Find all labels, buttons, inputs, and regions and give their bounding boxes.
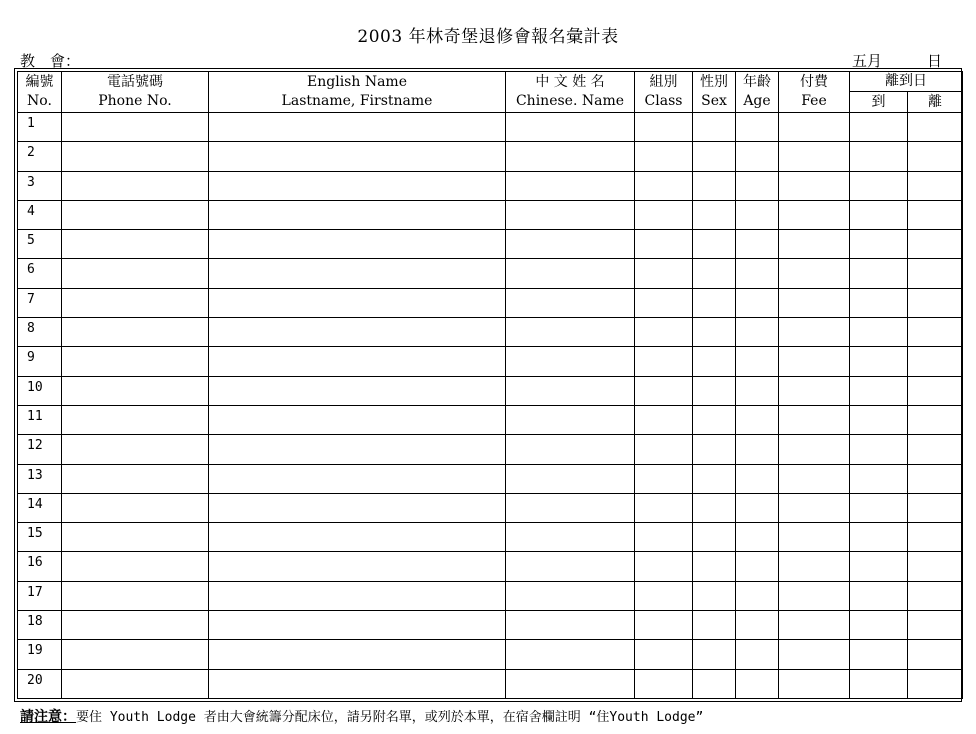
chinese-name-cell[interactable] (506, 552, 635, 581)
table-row (18, 230, 963, 259)
chinese-name-cell[interactable] (506, 318, 635, 347)
fee-cell[interactable] (779, 405, 850, 434)
header-phone-en: Phone No. (98, 93, 172, 109)
fee-cell[interactable] (779, 640, 850, 669)
header-sex (693, 72, 736, 113)
depart-cell[interactable] (908, 405, 963, 434)
table-row (18, 493, 963, 522)
depart-cell[interactable] (908, 171, 963, 200)
class-cell[interactable] (635, 142, 693, 171)
depart-cell[interactable] (908, 493, 963, 522)
fee-cell[interactable] (779, 669, 850, 698)
row-number: 4 (18, 200, 62, 229)
sex-cell[interactable] (693, 669, 736, 698)
english-name-cell[interactable] (209, 171, 506, 200)
header-arrive: 到 (850, 92, 908, 113)
chinese-name-cell[interactable] (506, 669, 635, 698)
arrive-cell[interactable] (850, 640, 908, 669)
table-row (18, 435, 963, 464)
row-number: 9 (18, 347, 62, 376)
arrive-cell[interactable] (850, 347, 908, 376)
header-chinese-name-zh: 中 文 姓 名 (535, 74, 605, 90)
table-row (18, 259, 963, 288)
class-cell[interactable] (635, 405, 693, 434)
row-number: 15 (18, 523, 62, 552)
chinese-name-cell[interactable] (506, 611, 635, 640)
row-number: 8 (18, 318, 62, 347)
depart-cell[interactable] (908, 200, 963, 229)
chinese-name-cell[interactable] (506, 376, 635, 405)
phone-cell[interactable] (62, 230, 209, 259)
phone-cell[interactable] (62, 493, 209, 522)
chinese-name-cell[interactable] (506, 200, 635, 229)
depart-cell[interactable] (908, 376, 963, 405)
header-no (18, 72, 62, 113)
fee-cell[interactable] (779, 288, 850, 317)
arrive-cell[interactable] (850, 318, 908, 347)
age-cell[interactable] (736, 113, 779, 142)
chinese-name-cell[interactable] (506, 493, 635, 522)
header-age-zh: 年齡 (743, 74, 771, 90)
sex-cell[interactable] (693, 405, 736, 434)
depart-cell[interactable] (908, 318, 963, 347)
age-cell[interactable] (736, 581, 779, 610)
table-row (18, 171, 963, 200)
sex-cell[interactable] (693, 552, 736, 581)
chinese-name-cell[interactable] (506, 171, 635, 200)
sex-cell[interactable] (693, 230, 736, 259)
sex-cell[interactable] (693, 493, 736, 522)
header-no-zh: 編號 (25, 74, 54, 90)
class-cell[interactable] (635, 552, 693, 581)
sex-cell[interactable] (693, 347, 736, 376)
age-cell[interactable] (736, 376, 779, 405)
english-name-cell[interactable] (209, 435, 506, 464)
table-row (18, 552, 963, 581)
phone-cell[interactable] (62, 288, 209, 317)
table-row (18, 405, 963, 434)
header-class-zh: 組別 (649, 74, 678, 90)
arrive-cell[interactable] (850, 259, 908, 288)
chinese-name-cell[interactable] (506, 259, 635, 288)
sex-cell[interactable] (693, 113, 736, 142)
arrive-cell[interactable] (850, 552, 908, 581)
arrive-cell[interactable] (850, 669, 908, 698)
row-number: 16 (18, 552, 62, 581)
phone-cell[interactable] (62, 318, 209, 347)
sex-cell[interactable] (693, 611, 736, 640)
header-fee-en: Fee (801, 93, 827, 109)
arrive-cell[interactable] (850, 288, 908, 317)
english-name-cell[interactable] (209, 230, 506, 259)
class-cell[interactable] (635, 171, 693, 200)
header-no-en: No. (27, 93, 52, 109)
phone-cell[interactable] (62, 113, 209, 142)
fee-cell[interactable] (779, 142, 850, 171)
english-name-cell[interactable] (209, 259, 506, 288)
depart-cell[interactable] (908, 464, 963, 493)
header-age (736, 72, 779, 113)
age-cell[interactable] (736, 640, 779, 669)
age-cell[interactable] (736, 435, 779, 464)
fee-cell[interactable] (779, 552, 850, 581)
date-label: 五月 日 (852, 52, 943, 70)
row-number: 13 (18, 464, 62, 493)
depart-cell[interactable] (908, 581, 963, 610)
age-cell[interactable] (736, 288, 779, 317)
sex-cell[interactable] (693, 259, 736, 288)
depart-cell[interactable] (908, 113, 963, 142)
sex-cell[interactable] (693, 318, 736, 347)
english-name-cell[interactable] (209, 523, 506, 552)
class-cell[interactable] (635, 200, 693, 229)
depart-cell[interactable] (908, 669, 963, 698)
english-name-cell[interactable] (209, 113, 506, 142)
depart-cell[interactable] (908, 259, 963, 288)
arrive-cell[interactable] (850, 435, 908, 464)
chinese-name-cell[interactable] (506, 640, 635, 669)
sex-cell[interactable] (693, 288, 736, 317)
header-english-name-title: English Name (307, 74, 407, 90)
table-row (18, 113, 963, 142)
fee-cell[interactable] (779, 376, 850, 405)
class-cell[interactable] (635, 493, 693, 522)
depart-cell[interactable] (908, 611, 963, 640)
sex-cell[interactable] (693, 200, 736, 229)
class-cell[interactable] (635, 435, 693, 464)
class-cell[interactable] (635, 669, 693, 698)
fee-cell[interactable] (779, 347, 850, 376)
arrive-cell[interactable] (850, 113, 908, 142)
arrive-cell[interactable] (850, 581, 908, 610)
class-cell[interactable] (635, 288, 693, 317)
header-fee-zh: 付費 (800, 74, 828, 90)
registration-table (17, 71, 963, 699)
table-row (18, 581, 963, 610)
english-name-cell[interactable] (209, 288, 506, 317)
table-row (18, 611, 963, 640)
chinese-name-cell[interactable] (506, 464, 635, 493)
sex-cell[interactable] (693, 464, 736, 493)
sex-cell[interactable] (693, 581, 736, 610)
chinese-name-cell[interactable] (506, 347, 635, 376)
fee-cell[interactable] (779, 171, 850, 200)
header-dates: 離到日 (850, 72, 963, 92)
chinese-name-cell[interactable] (506, 405, 635, 434)
phone-cell[interactable] (62, 405, 209, 434)
arrive-cell[interactable] (850, 200, 908, 229)
sex-cell[interactable] (693, 171, 736, 200)
english-name-cell[interactable] (209, 200, 506, 229)
arrive-cell[interactable] (850, 142, 908, 171)
age-cell[interactable] (736, 200, 779, 229)
age-cell[interactable] (736, 552, 779, 581)
table-row (18, 523, 963, 552)
table-row (18, 464, 963, 493)
fee-cell[interactable] (779, 200, 850, 229)
row-number: 20 (18, 669, 62, 698)
table-row (18, 288, 963, 317)
footnote-label: 請注意： (20, 709, 76, 725)
fee-cell[interactable] (779, 464, 850, 493)
phone-cell[interactable] (62, 669, 209, 698)
english-name-cell[interactable] (209, 347, 506, 376)
arrive-cell[interactable] (850, 230, 908, 259)
depart-cell[interactable] (908, 435, 963, 464)
arrive-cell[interactable] (850, 171, 908, 200)
header-sex-zh: 性別 (700, 74, 728, 90)
age-cell[interactable] (736, 405, 779, 434)
phone-cell[interactable] (62, 171, 209, 200)
english-name-cell[interactable] (209, 405, 506, 434)
class-cell[interactable] (635, 259, 693, 288)
depart-cell[interactable] (908, 288, 963, 317)
row-number: 6 (18, 259, 62, 288)
chinese-name-cell[interactable] (506, 523, 635, 552)
row-number: 2 (18, 142, 62, 171)
arrive-cell[interactable] (850, 611, 908, 640)
phone-cell[interactable] (62, 200, 209, 229)
chinese-name-cell[interactable] (506, 142, 635, 171)
depart-cell[interactable] (908, 552, 963, 581)
age-cell[interactable] (736, 347, 779, 376)
header-chinese-name-en: Chinese. Name (515, 93, 625, 109)
sex-cell[interactable] (693, 523, 736, 552)
chinese-name-cell[interactable] (506, 581, 635, 610)
class-cell[interactable] (635, 113, 693, 142)
age-cell[interactable] (736, 669, 779, 698)
table-row (18, 318, 963, 347)
depart-cell[interactable] (908, 640, 963, 669)
chinese-name-cell[interactable] (506, 113, 635, 142)
sex-cell[interactable] (693, 376, 736, 405)
phone-cell[interactable] (62, 259, 209, 288)
fee-cell[interactable] (779, 113, 850, 142)
depart-cell[interactable] (908, 230, 963, 259)
english-name-cell[interactable] (209, 318, 506, 347)
class-cell[interactable] (635, 640, 693, 669)
chinese-name-cell[interactable] (506, 230, 635, 259)
class-cell[interactable] (635, 581, 693, 610)
table-row (18, 347, 963, 376)
phone-cell[interactable] (62, 581, 209, 610)
chinese-name-cell[interactable] (506, 435, 635, 464)
row-number: 14 (18, 493, 62, 522)
fee-cell[interactable] (779, 259, 850, 288)
sex-cell[interactable] (693, 640, 736, 669)
class-cell[interactable] (635, 611, 693, 640)
row-number: 7 (18, 288, 62, 317)
header-phone-zh: 電話號碼 (107, 74, 163, 90)
row-number: 1 (18, 113, 62, 142)
header-chinese-name (506, 72, 635, 113)
age-cell[interactable] (736, 611, 779, 640)
class-cell[interactable] (635, 376, 693, 405)
table-row (18, 142, 963, 171)
age-cell[interactable] (736, 259, 779, 288)
table-row (18, 376, 963, 405)
form-title: 2003 年林奇堡退修會報名彙計表 (357, 27, 619, 47)
church-label: 教 會： (20, 52, 81, 70)
age-cell[interactable] (736, 318, 779, 347)
footnote-text: 要住 Youth Lodge 者由大會統籌分配床位，請另附名單，或列於本單，在宿舍欄註明 “住Youth Lodge” (76, 710, 704, 725)
header-class-en: Class (644, 93, 683, 109)
row-number: 3 (18, 171, 62, 200)
phone-cell[interactable] (62, 523, 209, 552)
english-name-cell[interactable] (209, 581, 506, 610)
english-name-cell[interactable] (209, 669, 506, 698)
phone-cell[interactable] (62, 376, 209, 405)
header-age-en: Age (743, 93, 771, 109)
fee-cell[interactable] (779, 493, 850, 522)
row-number: 18 (18, 611, 62, 640)
row-number: 11 (18, 405, 62, 434)
fee-cell[interactable] (779, 581, 850, 610)
row-number: 19 (18, 640, 62, 669)
phone-cell[interactable] (62, 464, 209, 493)
depart-cell[interactable] (908, 347, 963, 376)
class-cell[interactable] (635, 464, 693, 493)
age-cell[interactable] (736, 523, 779, 552)
sex-cell[interactable] (693, 142, 736, 171)
class-cell[interactable] (635, 523, 693, 552)
header-sex-en: Sex (701, 93, 727, 109)
english-name-cell[interactable] (209, 376, 506, 405)
row-number: 12 (18, 435, 62, 464)
phone-cell[interactable] (62, 347, 209, 376)
arrive-cell[interactable] (850, 376, 908, 405)
fee-cell[interactable] (779, 435, 850, 464)
age-cell[interactable] (736, 230, 779, 259)
header-class (635, 72, 693, 113)
english-name-cell[interactable] (209, 142, 506, 171)
table-row (18, 200, 963, 229)
footnote (20, 706, 703, 726)
fee-cell[interactable] (779, 230, 850, 259)
chinese-name-cell[interactable] (506, 288, 635, 317)
table-row (18, 669, 963, 698)
age-cell[interactable] (736, 464, 779, 493)
english-name-cell[interactable] (209, 640, 506, 669)
row-number: 5 (18, 230, 62, 259)
fee-cell[interactable] (779, 318, 850, 347)
phone-cell[interactable] (62, 611, 209, 640)
phone-cell[interactable] (62, 435, 209, 464)
phone-cell[interactable] (62, 552, 209, 581)
depart-cell[interactable] (908, 142, 963, 171)
fee-cell[interactable] (779, 611, 850, 640)
english-name-cell[interactable] (209, 464, 506, 493)
sex-cell[interactable] (693, 435, 736, 464)
arrive-cell[interactable] (850, 523, 908, 552)
arrive-cell[interactable] (850, 405, 908, 434)
age-cell[interactable] (736, 171, 779, 200)
header-english-name-format: Lastname, Firstname (281, 93, 433, 109)
class-cell[interactable] (635, 318, 693, 347)
english-name-cell[interactable] (209, 611, 506, 640)
depart-cell[interactable] (908, 523, 963, 552)
class-cell[interactable] (635, 347, 693, 376)
english-name-cell[interactable] (209, 493, 506, 522)
arrive-cell[interactable] (850, 464, 908, 493)
header-phone (62, 72, 209, 113)
english-name-cell[interactable] (209, 552, 506, 581)
age-cell[interactable] (736, 493, 779, 522)
phone-cell[interactable] (62, 142, 209, 171)
arrive-cell[interactable] (850, 493, 908, 522)
header-english-name (209, 72, 506, 113)
fee-cell[interactable] (779, 523, 850, 552)
age-cell[interactable] (736, 142, 779, 171)
row-number: 17 (18, 581, 62, 610)
header-depart: 離 (908, 92, 963, 113)
class-cell[interactable] (635, 230, 693, 259)
header-fee (779, 72, 850, 113)
phone-cell[interactable] (62, 640, 209, 669)
table-row (18, 640, 963, 669)
row-number: 10 (18, 376, 62, 405)
